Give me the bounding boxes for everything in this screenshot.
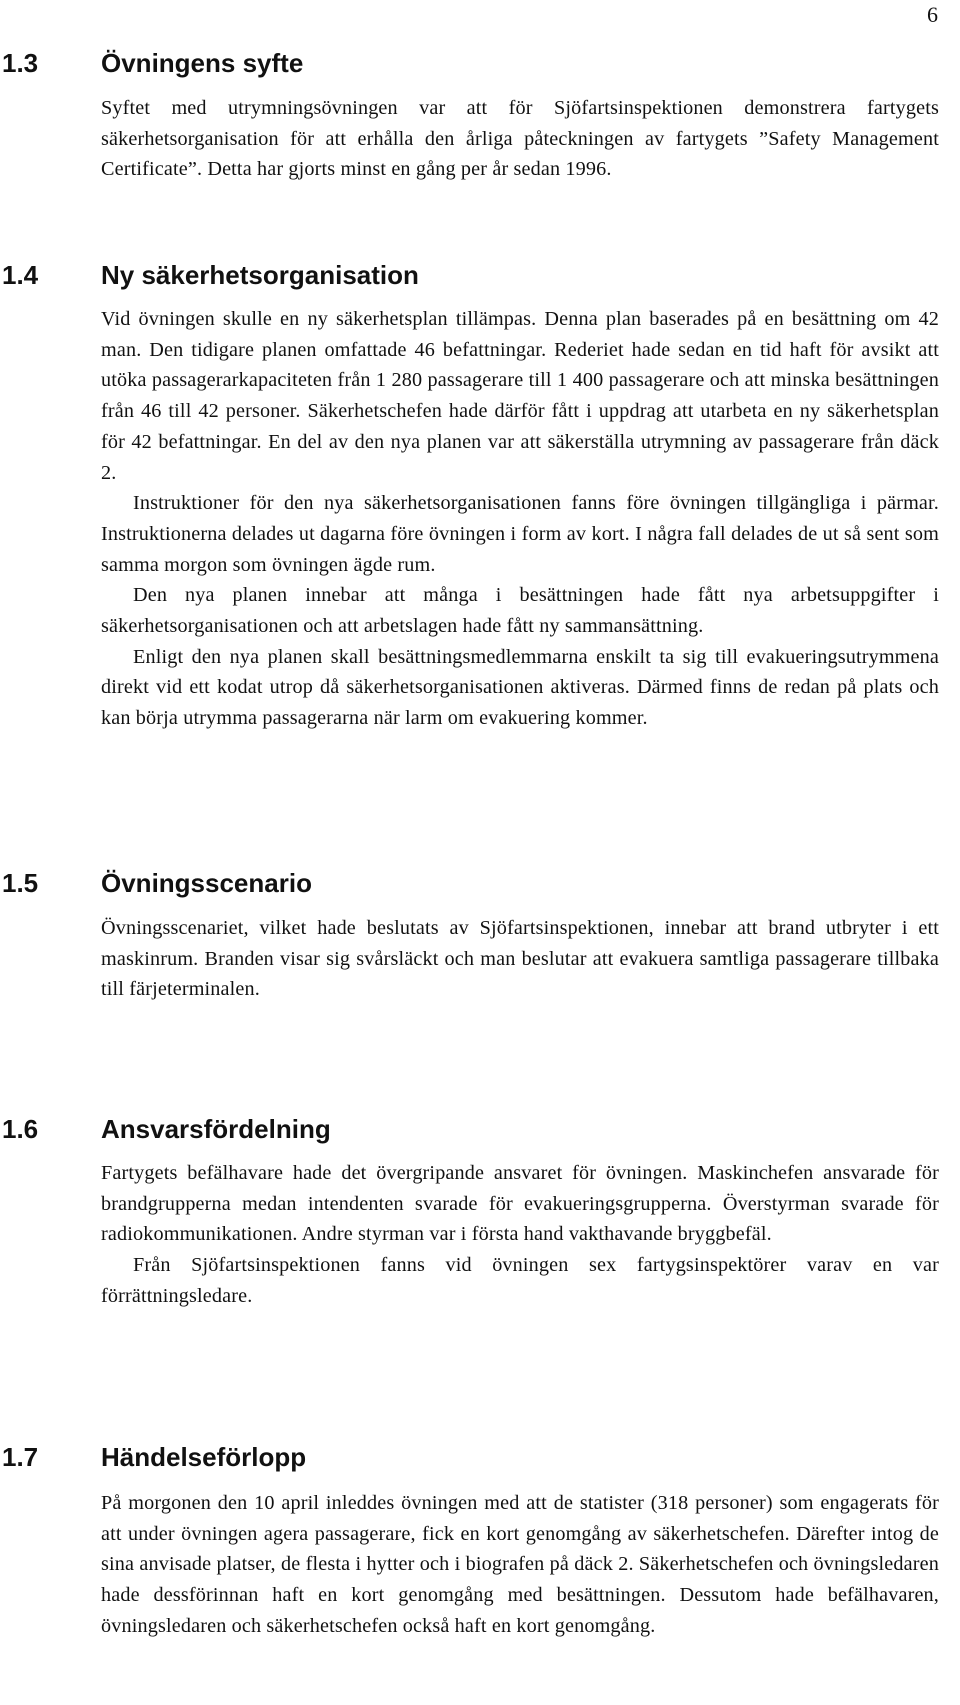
page-number: 6 <box>927 2 938 27</box>
section-body <box>101 1488 939 1642</box>
section-heading <box>0 46 960 80</box>
paragraph: Från Sjöfartsinspektionen fanns vid övningen sex fartygsinspektörer varav en var förrättningsledare. <box>101 1254 939 1307</box>
paragraph: På morgonen den 10 april inleddes övningen med att de statister (318 personer) som engagerats för att under övningen agera passagerare, fick en kort genomgång av säkerhetschefen. Därefter intog de sina anvisade platser, de flesta i hytter och i biografen på däck 2. Säkerhetschefen och övningsledaren hade dessförinnan haft en kort genomgång med besättningen. Dessutom hade befälhavaren, övningsledaren och säkerhetschefen också haft en kort genomgång. <box>101 1492 939 1637</box>
section-number: 1.5 <box>2 868 39 898</box>
section-1-7 <box>0 1440 960 1642</box>
paragraph: Fartygets befälhavare hade det övergripande ansvaret för övningen. Maskinchefen ansvarade för brandgrupperna medan intendenten svarade för evakueringsgrupperna. Överstyrman svarade för radiokommunikationen. Andre styrman var i första hand vakthavande bryggbefäl. <box>101 1162 939 1246</box>
section-title: Ny säkerhetsorganisation <box>101 260 419 290</box>
paragraph: Vid övningen skulle en ny säkerhetsplan tillämpas. Denna plan baserades på en besättning om 42 man. Den tidigare planen omfattade 46 befattningar. Rederiet hade sedan en tid haft för avsikt att utöka passagerarkapaciteten från 1 280 passagerare till 1 400 passagerare och att minska besättningen från 46 till 42 personer. Säkerhetschefen hade därför fått i uppdrag att utarbeta en ny säkerhetsplan för 42 befattningar. En del av den nya planen var att säkerställa utrymning av passagerare från däck 2. <box>101 308 939 484</box>
section-title: Händelseförlopp <box>101 1442 307 1472</box>
section-body <box>101 93 939 185</box>
section-body <box>101 1158 939 1312</box>
paragraph: Enligt den nya planen skall besättningsmedlemmarna enskilt ta sig till evakueringsutrymmena direkt vid ett kodat utrop då säkerhetsorganisationen aktiveras. Därmed finns de redan på plats och kan börja utrymma passagerarna när larm om evakuering kommer. <box>101 645 939 730</box>
section-1-5 <box>0 866 960 1005</box>
section-heading <box>0 258 960 292</box>
paragraph: Syftet med utrymningsövningen var att för Sjöfartsinspektionen demonstrera fartygets säkerhetsorganisation för att erhålla den årliga påteckningen av fartygets ”Safety Management Certificate”. Detta har gjorts minst en gång per år sedan 1996. <box>101 97 939 181</box>
section-title: Övningens syfte <box>101 48 304 78</box>
section-title: Ansvarsfördelning <box>101 1114 331 1144</box>
section-body <box>101 304 939 734</box>
section-1-6 <box>0 1112 960 1312</box>
section-heading <box>0 1112 960 1146</box>
section-heading <box>0 866 960 900</box>
section-1-4 <box>0 258 960 734</box>
section-number: 1.4 <box>2 260 39 290</box>
paragraph: Den nya planen innebar att många i besättningen hade fått nya arbetsuppgifter i säkerhetsorganisationen och att arbetslagen hade fått ny sammansättning. <box>101 584 939 638</box>
paragraph: Instruktioner för den nya säkerhetsorganisationen fanns före övningen tillgängliga i pärmar. Instruktionerna delades ut dagarna före övningen i form av kort. I några fall delades de ut så sent som samma morgon som övningen ägde rum. <box>101 492 939 576</box>
section-1-3 <box>0 46 960 185</box>
section-number: 1.6 <box>2 1114 39 1144</box>
section-number: 1.7 <box>2 1442 39 1472</box>
section-body <box>101 913 939 1005</box>
paragraph: Övningsscenariet, vilket hade beslutats av Sjöfartsinspektionen, innebar att brand utbryter i ett maskinrum. Branden visar sig svårsläckt och man beslutar att evakuera samtliga passagerare tillbaka till färjeterminalen. <box>101 917 939 1001</box>
section-heading <box>0 1440 960 1474</box>
section-number: 1.3 <box>2 48 39 78</box>
section-title: Övningsscenario <box>101 868 312 898</box>
